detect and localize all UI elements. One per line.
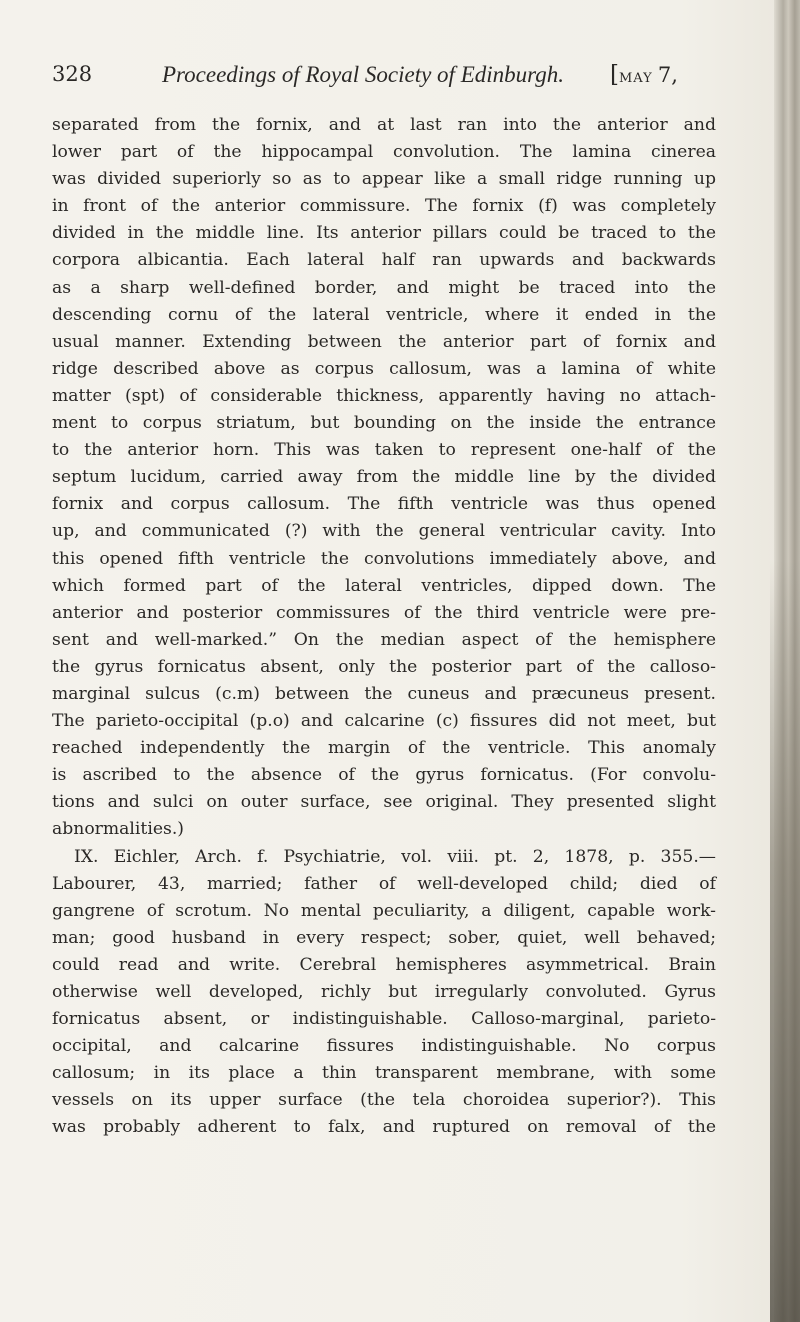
- text-line: fornix and corpus callosum. The fifth ventricle was thus opened: [52, 494, 716, 515]
- text-line: septum lucidum, carried away from the middle line by the divided: [52, 467, 716, 488]
- running-title: Proceedings of Royal Society of Edinburgh.: [162, 62, 564, 87]
- text-line: which formed part of the lateral ventricles, dipped down. The: [52, 575, 716, 596]
- text-line: is ascribed to the absence of the gyrus fornicatus. (For convolu-: [52, 765, 716, 786]
- text-line: fornicatus absent, or indistinguishable. Calloso-marginal, parieto-: [52, 1009, 716, 1030]
- text-line: ridge described above as corpus callosum, was a lamina of white: [52, 358, 716, 379]
- text-line: Labourer, 43, married; father of well-developed child; died of: [52, 873, 716, 894]
- text-line: tions and sulci on outer surface, see original. They presented slight: [52, 792, 716, 813]
- text-line: separated from the fornix, and at last ran into the anterior and: [52, 115, 716, 135]
- text-line: sent and well-marked.” On the median aspect of the hemisphere: [52, 629, 716, 650]
- text-line: vessels on its upper surface (the tela choroidea superior?). This: [52, 1090, 716, 1111]
- page-edge-binding: [770, 560, 800, 1322]
- header-date-month: MAY: [618, 71, 658, 86]
- text-line: to the anterior horn. This was taken to represent one-half of the: [52, 440, 716, 461]
- text-line: corpora albicantia. Each lateral half ran upwards and backwards: [52, 250, 716, 271]
- text-line: reached independently the margin of the ventricle. This anomaly: [52, 738, 716, 759]
- text-line: up, and communicated (?) with the general ventricular cavity. Into: [52, 521, 716, 542]
- body-text: [52, 112, 716, 1142]
- text-line: the gyrus fornicatus absent, only the posterior part of the calloso-: [52, 656, 716, 677]
- text-line: divided in the middle line. Its anterior pillars could be traced to the: [52, 223, 716, 244]
- page-number: 328: [52, 62, 93, 86]
- text-line: anterior and posterior commissures of the third ventricle were pre-: [52, 602, 716, 623]
- text-line: gangrene of scrotum. No mental peculiarity, a diligent, capable work-: [52, 900, 716, 921]
- text-line: The parieto-occipital (p.o) and calcarine (c) fissures did not meet, but: [52, 711, 716, 732]
- text-line: otherwise well developed, richly but irregularly convoluted. Gyrus: [52, 982, 716, 1002]
- header-date-day: 7,: [657, 63, 678, 87]
- text-line: matter (spt) of considerable thickness, apparently having no attach-: [52, 385, 716, 406]
- text-line: could read and write. Cerebral hemispheres asymmetrical. Brain: [52, 954, 716, 975]
- text-line: man; good husband in every respect; sober, quiet, well behaved;: [52, 927, 716, 948]
- text-line: was probably adherent to falx, and ruptured on removal of the: [52, 1117, 716, 1138]
- text-line: lower part of the hippocampal convolution. The lamina cinerea: [52, 142, 716, 163]
- text-line: in front of the anterior commissure. The fornix (f) was completely: [52, 196, 716, 217]
- text-line: occipital, and calcarine fissures indistinguishable. No corpus: [52, 1036, 716, 1057]
- text-line: was divided superiorly so as to appear like a small ridge running up: [52, 169, 716, 190]
- text-line: IX. Eichler, Arch. f. Psychiatrie, vol. viii. pt. 2, 1878, p. 355.—: [74, 846, 716, 867]
- text-line: descending cornu of the lateral ventricle, where it ended in the: [52, 304, 716, 325]
- text-line: as a sharp well-defined border, and might be traced into the: [52, 277, 716, 298]
- text-line: marginal sulcus (c.m) between the cuneus and præcuneus present.: [52, 683, 716, 704]
- text-line: usual manner. Extending between the anterior part of fornix and: [52, 331, 716, 352]
- text-line: abnormalities.): [52, 819, 184, 840]
- text-line: this opened fifth ventricle the convolutions immediately above, and: [52, 548, 716, 569]
- text-line: callosum; in its place a thin transparent membrane, with some: [52, 1063, 716, 1084]
- header-date-bracket: [: [610, 62, 619, 88]
- text-line: ment to corpus striatum, but bounding on the inside the entrance: [52, 413, 716, 434]
- header-date: [610, 62, 678, 88]
- running-header: [52, 62, 712, 96]
